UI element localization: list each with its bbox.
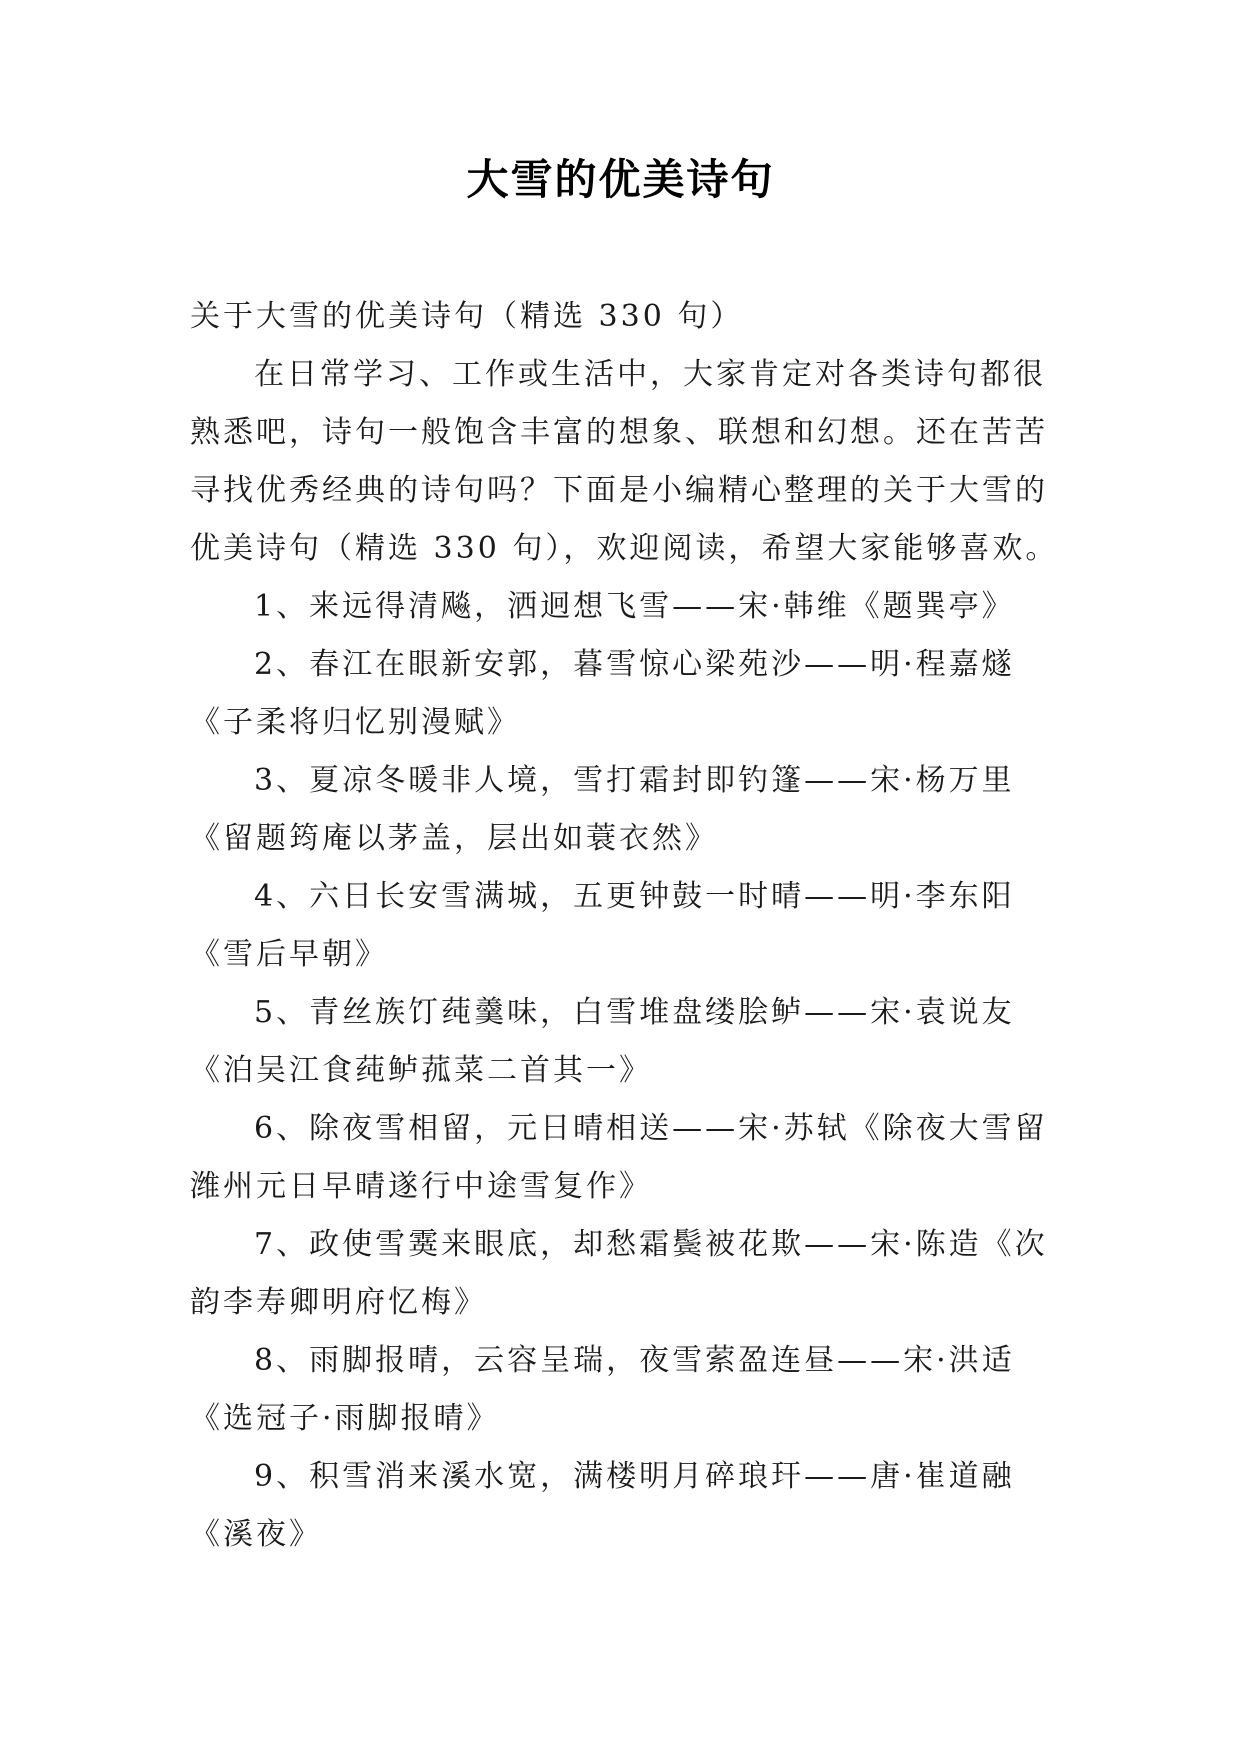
poem-line-item: 1、来远得清飚，洒迥想飞雪——宋·韩维《题巽亭》	[254, 589, 1015, 624]
poem-line-item: 9、积雪消来溪水宽，满楼明月碎琅玕——唐·崔道融《溪夜》	[190, 1459, 1015, 1552]
document-title: 大雪的优美诗句	[466, 155, 775, 204]
poem-line-item: 2、春江在眼新安郭，暮雪惊心梁苑沙——明·程嘉燧《子柔将归忆别漫赋》	[190, 647, 1015, 740]
poem-line-item: 4、六日长安雪满城，五更钟鼓一时晴——明·李东阳《雪后早朝》	[190, 879, 1015, 972]
document-subtitle: 关于大雪的优美诗句（精选 330 句）	[190, 299, 744, 334]
document-body	[190, 288, 1060, 1564]
poem-line-item: 5、青丝族饤莼羹味，白雪堆盘缕脍鲈——宋·袁说友《泊吴江食莼鲈菰菜二首其一》	[190, 995, 1015, 1088]
poem-line-item: 3、夏凉冬暖非人境，雪打霜封即钓篷——宋·杨万里《留题筠庵以茅盖，层出如蓑衣然》	[190, 763, 1015, 856]
poem-line-item: 8、雨脚报晴，云容呈瑞，夜雪萦盈连昼——宋·洪适《选冠子·雨脚报晴》	[190, 1343, 1015, 1436]
poem-line-item: 6、除夜雪相留，元日晴相送——宋·苏轼《除夜大雪留潍州元日早晴遂行中途雪复作》	[190, 1111, 1048, 1204]
poem-line-item: 7、政使雪霙来眼底，却愁霜鬓被花欺——宋·陈造《次韵李寿卿明府忆梅》	[190, 1227, 1048, 1320]
intro-paragraph: 在日常学习、工作或生活中，大家肯定对各类诗句都很熟悉吧，诗句一般饱含丰富的想象、联想和幻想。还在苦苦寻找优秀经典的诗句吗？下面是小编精心整理的关于大雪的优美诗句（精选 330 句），欢迎阅读，希望大家能够喜欢。	[190, 357, 1059, 566]
